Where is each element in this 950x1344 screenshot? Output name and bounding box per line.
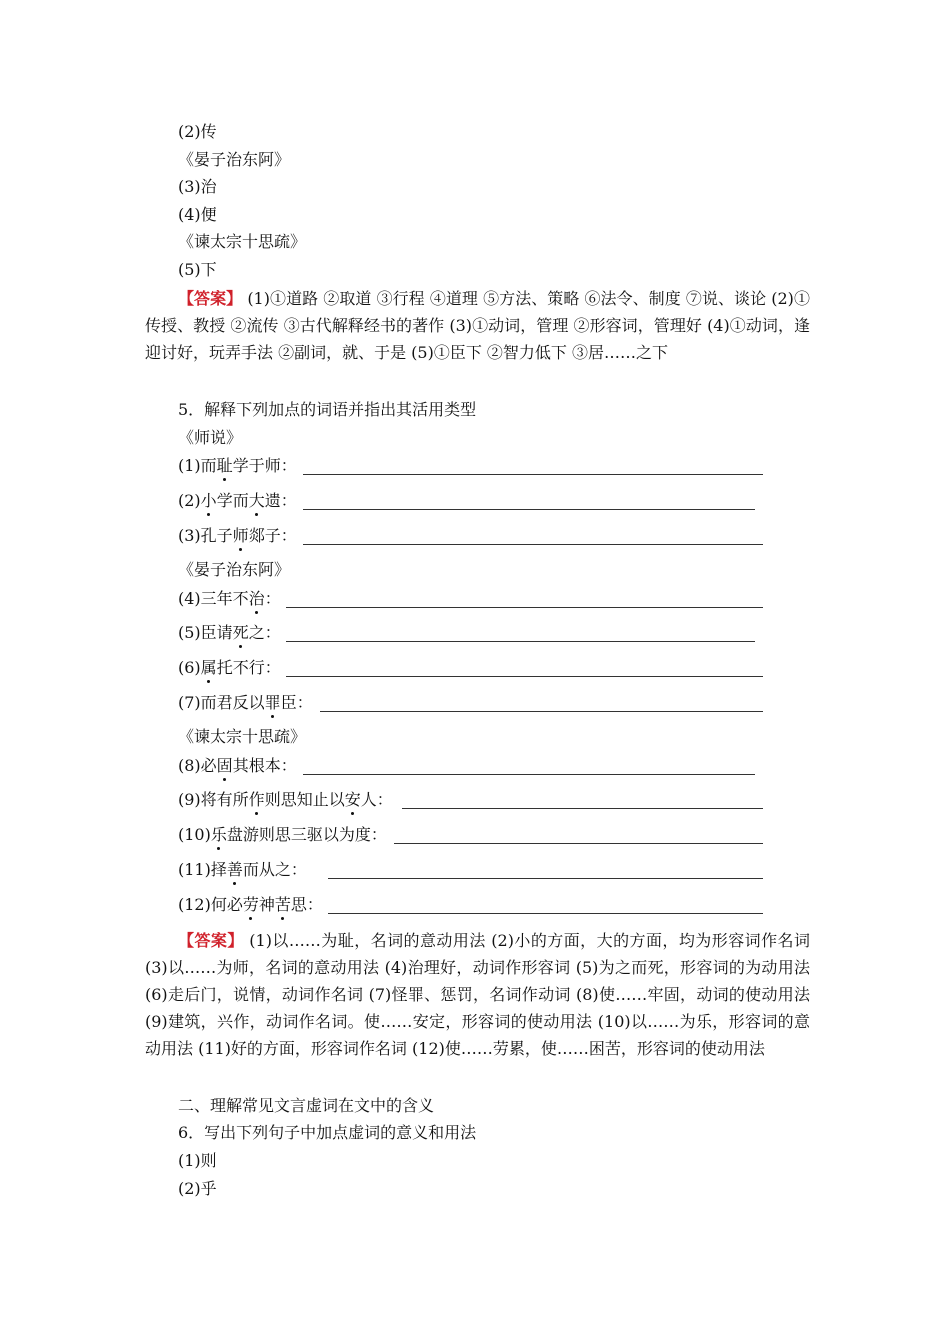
item-text: 郯子： — [248, 526, 297, 545]
item-text: (8)必 — [178, 756, 217, 775]
dotted-char: 安 — [344, 790, 361, 809]
dotted-char: 小 — [200, 491, 217, 510]
dotted-char: 大 — [248, 491, 265, 510]
item-text: (5)臣请 — [178, 623, 233, 642]
item-text: (12)何必 — [178, 895, 243, 914]
item-text: (2) — [178, 491, 201, 510]
dotted-char: 治 — [248, 589, 265, 608]
answer-blank-line[interactable] — [328, 913, 763, 914]
answer-blank-line[interactable] — [320, 711, 763, 712]
dotted-char: 苦 — [274, 895, 291, 914]
answer-text: (1)①道路 ②取道 ③行程 ④道理 ⑤方法、策略 ⑥法令、制度 ⑦说、谈论 (2)①传授、教授 ②流传 ③古代解释经书的著作 (3)①动词，管理 ②形容词，管理好 (4)①动词，逢迎讨好，玩弄手法 ②副词，就、于是 (5)①臣下 ②智力低下 ③居……之下 — [145, 289, 810, 362]
answer-block-1 — [145, 285, 810, 366]
item-text: 其根本： — [232, 756, 297, 775]
question-item — [178, 456, 297, 476]
section-heading: 二、理解常见文言虚词在文中的含义 — [178, 1096, 435, 1115]
dotted-char: 罪 — [264, 693, 281, 712]
item-text: 之： — [248, 623, 281, 642]
item-text: 则思知止以 — [264, 790, 345, 809]
item-text: (10) — [178, 825, 211, 844]
answer-blank-line[interactable] — [303, 509, 755, 510]
item-line: (4)便 — [178, 205, 217, 224]
item-text: ： — [264, 589, 281, 608]
item-text: 盘游则思三驱以为度： — [226, 825, 387, 844]
answer-label: 【答案】 — [178, 931, 244, 950]
dotted-char: 属 — [200, 658, 217, 677]
section-title: 《谏太宗十思疏》 — [178, 232, 307, 251]
item-text: 学而 — [216, 491, 249, 510]
section-title: 《谏太宗十思疏》 — [178, 727, 307, 746]
question-item — [178, 860, 307, 880]
answer-blank-line[interactable] — [394, 843, 763, 844]
item-text: (1)而 — [178, 456, 217, 475]
section-title: 《晏子治东阿》 — [178, 150, 291, 169]
item-text: (9)将有所 — [178, 790, 249, 809]
question-item — [178, 623, 281, 643]
item-text: (11)择 — [178, 860, 227, 879]
answer-text: (1)以……为耻，名词的意动用法 (2)小的方面，大的方面，均为形容词作名词 (3)以……为师，名词的意动用法 (4)治理好，动词作形容词 (5)为之而死，形容词的为动用法 (6)走后门，说情，动词作名词 (7)怪罪、惩罚，名词作动词 (8)使……牢固，动词的使动用法 (9)建筑，兴作，动词作名词。使……安定，形容词的使动用法 (10)以……为乐，形容词的意动用法 (11)好的方面，形容词作名词 (12)使……劳累，使……困苦，形容词的使动用法 — [145, 931, 810, 1058]
dotted-char: 师 — [232, 526, 249, 545]
dotted-char: 死 — [232, 623, 249, 642]
answer-blank-line[interactable] — [303, 474, 763, 475]
item-text: 而从之： — [242, 860, 307, 879]
answer-blank-line[interactable] — [303, 544, 763, 545]
item-text: 遗： — [264, 491, 297, 510]
question-item — [178, 658, 281, 678]
item-text: (6) — [178, 658, 201, 677]
item-text: 人： — [360, 790, 393, 809]
answer-blank-line[interactable] — [286, 641, 755, 642]
answer-block-2 — [145, 927, 810, 1062]
item-line: (5)下 — [178, 260, 217, 279]
item-text: 思： — [290, 895, 323, 914]
question-item — [178, 895, 323, 915]
question-item — [178, 491, 297, 511]
answer-blank-line[interactable] — [286, 676, 763, 677]
item-line: (2)乎 — [178, 1179, 217, 1198]
item-text: (4)三年不 — [178, 589, 249, 608]
item-text: (7)而君反以 — [178, 693, 265, 712]
question-item — [178, 825, 387, 845]
answer-blank-line[interactable] — [402, 808, 763, 809]
item-text: 神 — [258, 895, 275, 914]
section-title: 《晏子治东阿》 — [178, 560, 291, 579]
answer-blank-line[interactable] — [286, 607, 763, 608]
section-title: 《师说》 — [178, 428, 243, 447]
item-text: (3)孔子 — [178, 526, 233, 545]
question-5-title: 5．解释下列加点的词语并指出其活用类型 — [178, 400, 477, 419]
dotted-char: 作 — [248, 790, 265, 809]
dotted-char: 善 — [226, 860, 243, 879]
question-item — [178, 589, 281, 609]
dotted-char: 固 — [216, 756, 233, 775]
answer-blank-line[interactable] — [303, 774, 755, 775]
item-line: (2)传 — [178, 122, 217, 141]
item-text: 托不行： — [216, 658, 281, 677]
answer-blank-line[interactable] — [328, 878, 763, 879]
dotted-char: 劳 — [242, 895, 259, 914]
question-6-title: 6．写出下列句子中加点虚词的意义和用法 — [178, 1123, 477, 1142]
question-item — [178, 693, 313, 713]
item-line: (1)则 — [178, 1151, 217, 1170]
item-line: (3)治 — [178, 177, 217, 196]
item-text: 臣： — [280, 693, 313, 712]
question-item — [178, 790, 393, 810]
question-item — [178, 526, 297, 546]
question-item — [178, 756, 297, 776]
dotted-char: 乐 — [210, 825, 227, 844]
dotted-char: 耻 — [216, 456, 233, 475]
item-text: 学于师： — [232, 456, 297, 475]
answer-label: 【答案】 — [178, 289, 243, 308]
